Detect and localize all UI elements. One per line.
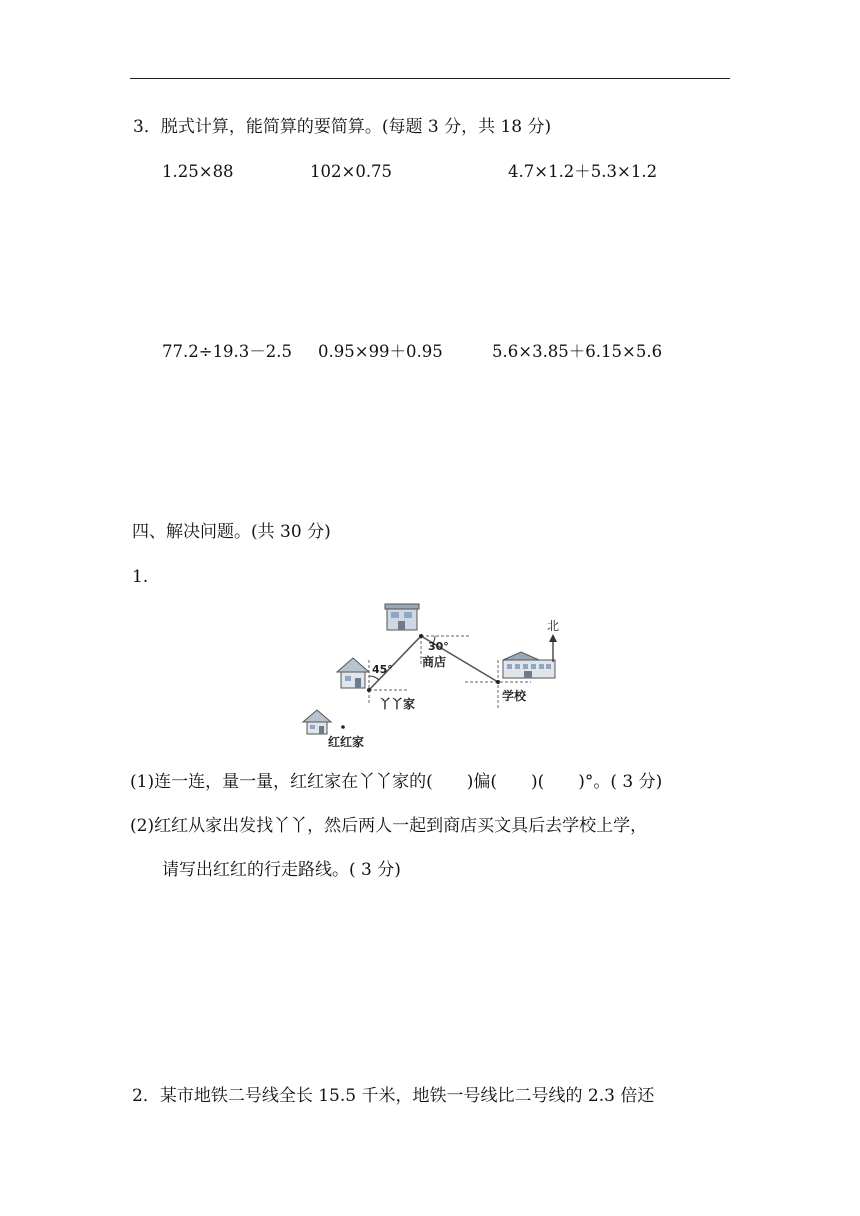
yaya-angle-label: 45° — [372, 663, 393, 676]
question-1-part-2-line-2: 请写出红红的行走路线。( 3 分) — [162, 860, 401, 880]
top-divider — [130, 78, 730, 79]
school-point — [496, 680, 500, 684]
section3-heading: 3．脱式计算，能简算的要简算。(每题 3 分，共 18 分) — [133, 117, 552, 137]
honghong-home-house-icon — [303, 710, 331, 734]
north-arrow-icon — [549, 634, 557, 662]
section4-heading: 四、解决问题。(共 30 分) — [132, 522, 331, 542]
expression-6: 5.6×3.85＋6.15×5.6 — [492, 342, 663, 361]
shop-point — [419, 634, 423, 638]
expression-5: 0.95×99＋0.95 — [318, 342, 443, 361]
yaya-home-point — [367, 688, 371, 692]
honghong-home-point — [341, 725, 345, 729]
shop-building-icon — [385, 604, 419, 630]
honghong-home-label: 红红家 — [328, 735, 365, 749]
yaya-home-house-icon — [337, 658, 369, 688]
north-label: 北 — [547, 619, 560, 633]
shop-label: 商店 — [422, 655, 447, 669]
angle-arc-yaya — [369, 676, 379, 680]
expression-2: 102×0.75 — [310, 162, 393, 181]
expression-3: 4.7×1.2＋5.3×1.2 — [508, 162, 658, 181]
school-label: 学校 — [502, 689, 527, 703]
shop-angle-label: 30° — [428, 640, 449, 653]
question-1-part-2-line-1: (2)红红从家出发找丫丫，然后两人一起到商店买文具后去学校上学， — [130, 816, 648, 836]
yaya-home-label: 丫丫家 — [379, 697, 416, 711]
question-1-part-1: (1)连一连，量一量，红红家在丫丫家的( )偏( )( )°。( 3 分) — [130, 772, 663, 792]
question-1-number: 1. — [132, 567, 149, 587]
expression-1: 1.25×88 — [162, 162, 234, 181]
route-map — [295, 600, 580, 755]
expression-4: 77.2÷19.3－2.5 — [162, 342, 293, 361]
question-2: 2．某市地铁二号线全长 15.5 千米，地铁一号线比二号线的 2.3 倍还 — [132, 1086, 655, 1106]
school-building-icon — [503, 652, 555, 678]
